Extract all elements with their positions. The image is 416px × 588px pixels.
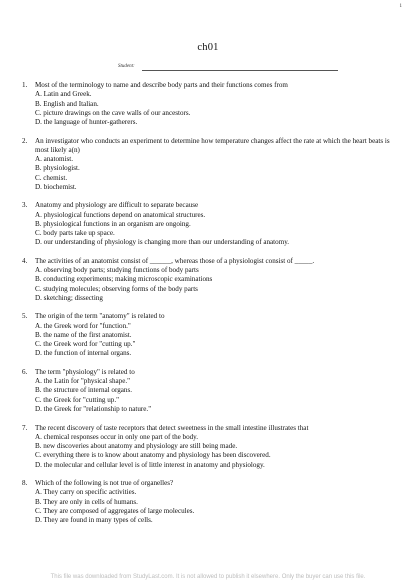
question-7 [22, 424, 394, 470]
question-6 [22, 368, 394, 414]
choice-a: A. physiological functions depend on anatomical structures. [35, 210, 206, 219]
choice-c: C. They are composed of aggregates of large molecules. [35, 506, 195, 515]
choice-d: D. the molecular and cellular level is of little interest in anatomy and physiology. [35, 460, 265, 469]
choice-a: A. observing body parts; studying functions of body parts [35, 266, 199, 275]
choice-d: D. the language of hunter-gatherers. [35, 118, 138, 126]
question-1 [22, 81, 394, 127]
choice-b: B. conducting experiments; making microscopic examinations [35, 275, 213, 284]
question-text: The activities of an anatomist consist of ______, whereas those of a physiologist consist of _____. [35, 256, 315, 265]
choice-d: D. They are found in many types of cells. [35, 516, 153, 525]
choice-d: D. the function of internal organs. [35, 349, 132, 358]
choice-d: D. the Greek for "relationship to nature." [35, 404, 152, 413]
choice-b: B. They are only in cells of humans. [35, 497, 138, 506]
question-5 [22, 312, 394, 358]
choice-a: A. chemical responses occur in only one part of the body. [35, 432, 199, 441]
question-text: The recent discovery of taste receptors that detect sweetness in the small intestine illustrates that [35, 423, 309, 432]
question-3 [22, 201, 394, 247]
question-2 [22, 137, 394, 193]
question-number: 7. [22, 423, 28, 432]
question-4 [22, 257, 394, 303]
question-text: The origin of the term "anatomy" is related to [35, 312, 165, 321]
choice-b: B. physiological functions in an organism are ongoing. [35, 219, 191, 228]
choice-c: C. body parts take up space. [35, 229, 115, 238]
question-text: An investigator who conducts an experiment to determine how temperature changes affect the rate at which the heart beats is most likely a(n) [35, 136, 390, 154]
question-number: 5. [22, 312, 28, 321]
choice-a: A. the Greek word for "function." [35, 321, 131, 330]
choice-c: C. the Greek word for "cutting up." [35, 340, 136, 349]
download-notice-footer: This file was downloaded from StudyLast.com. It is not allowed to publish it elsewhere. Only the buyer can use this file. [50, 574, 366, 580]
question-8 [22, 479, 394, 525]
choice-c: C. everything there is to know about anatomy and physiology has been discovered. [35, 451, 271, 460]
choice-c: C. picture drawings on the cave walls of our ancestors. [35, 108, 191, 117]
choice-b: B. new discoveries about anatomy and physiology are still being made. [35, 442, 238, 451]
question-number: 4. [22, 256, 28, 265]
question-number: 3. [22, 201, 28, 210]
choice-b: B. physiologist. [35, 164, 80, 173]
question-number: 8. [22, 479, 28, 488]
choice-b: B. the name of the first anatomist. [35, 330, 132, 339]
choice-c: C. the Greek for "cutting up." [35, 395, 119, 404]
question-text: The term "physiology" is related to [35, 367, 135, 376]
choice-b: B. English and Italian. [35, 99, 99, 108]
student-name-line [142, 70, 338, 71]
choice-b: B. the structure of internal organs. [35, 386, 132, 395]
page-title: ch01 [197, 42, 219, 53]
question-number: 1. [22, 81, 28, 89]
choice-a: A. anatomist. [35, 155, 74, 164]
choice-a: A. the Latin for "physical shape." [35, 377, 131, 386]
student-label: Student: [118, 64, 135, 69]
choice-a: A. They carry on specific activities. [35, 488, 137, 497]
choice-a: A. Latin and Greek. [35, 90, 92, 99]
choice-c: C. studying molecules; observing forms of the body parts [35, 284, 198, 293]
question-number: 2. [22, 136, 28, 145]
question-text: Anatomy and physiology are difficult to separate because [35, 201, 199, 210]
page-number: 1 [399, 4, 402, 9]
choice-d: D. sketching; dissecting [35, 293, 103, 302]
question-text: Which of the following is not true of organelles? [35, 479, 174, 488]
question-list [22, 81, 394, 535]
choice-c: C. chemist. [35, 173, 68, 182]
question-text: Most of the terminology to name and describe body parts and their functions comes from [35, 81, 288, 89]
choice-d: D. biochemist. [35, 182, 77, 191]
question-number: 6. [22, 367, 28, 376]
choice-d: D. our understanding of physiology is changing more than our understanding of anatomy. [35, 238, 290, 247]
